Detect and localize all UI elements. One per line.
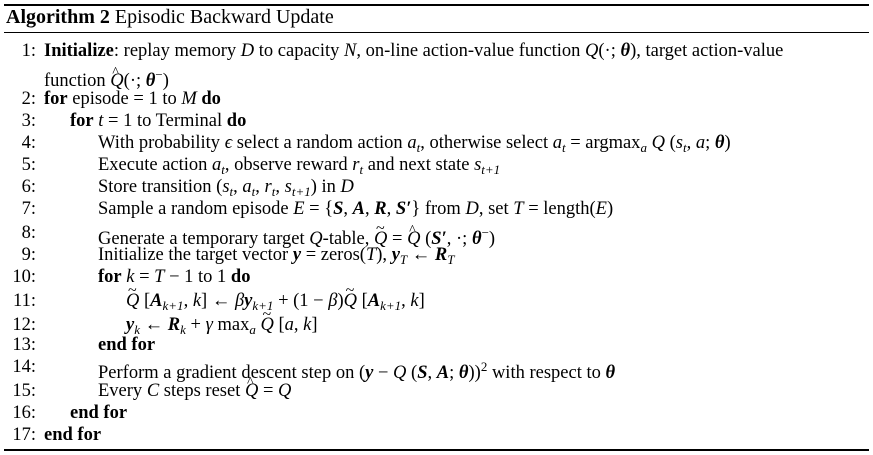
line-number: 17: [12,425,36,445]
line-text: for k = T − 1 to 1 do [98,267,251,287]
line-number: 10: [12,267,36,287]
line-text: function Q ^(·; θ−) [44,64,169,92]
line-number: 13: [12,335,36,355]
line-number: 6: [21,177,36,197]
line-number: 8: [21,223,36,243]
line-text: Initialize the target vector y = zeros(T), $y_T$ ← $R_T$ [98,245,455,267]
caption-label: Algorithm 2 [6,6,110,28]
line-text: Store transition ($s_t$, $a_t$, $r_t$, $s_{t+1}$) in D [98,177,354,199]
line-text: Q ~ [$A_{k+1}$, k] ← $\beta y_{k+1} + (1 - \beta)Q$ ~ [$A_{k+1}$, k] [126,290,425,317]
line-number: 12: [12,315,36,335]
caption-title: Episodic Backward Update [114,6,334,28]
line-number: 7: [21,199,36,219]
bottom-rule [4,449,869,451]
line-number: 15: [12,381,36,401]
caption-rule [4,32,869,33]
line-text: end for [98,335,156,355]
line-number: 5: [21,155,36,175]
line-number: 1: [21,41,36,61]
line-text: $y_k$ ← $R_k + \gamma$ $\max_a Q$ ~ [a, k] [126,314,318,341]
line-text: for episode = 1 to M do [44,89,221,109]
line-number: 9: [21,245,36,265]
line-number: 16: [12,403,36,423]
line-number: 14: [12,357,36,377]
line-text: With probability ϵ select a random action $a_t$, otherwise select $a_t = argmax_a$ Q ($s_t$, a; θ) [98,133,731,155]
line-text: Sample a random episode E = {S, A, R, S′} from D, set T = length(E) [98,199,614,219]
algorithm-caption [6,6,334,29]
line-number: 3: [21,111,36,131]
line-text: for t = 1 to Terminal do [70,111,247,131]
line-number: 2: [21,89,36,109]
line-text: Initialize: replay memory D to capacity N, on-line action-value function Q(·; θ), target action-value [44,41,784,61]
line-number: 11: [13,291,36,311]
line-text: Execute action $a_t$, observe reward $r_t$ and next state $s_{t+1}$ [98,155,501,177]
line-text: end for [44,425,102,445]
line-text: Perform a gradient descent step on (y − Q (S, A; θ))$^2$ with respect to θ [98,359,616,383]
line-text: Every C steps reset Q ^ = Q [98,380,291,402]
line-number: 4: [21,133,36,153]
line-text: end for [70,403,128,423]
line-text: Generate a temporary target Q-table, Q ~ = Q ^ (S′, ·; θ−) [98,222,495,250]
